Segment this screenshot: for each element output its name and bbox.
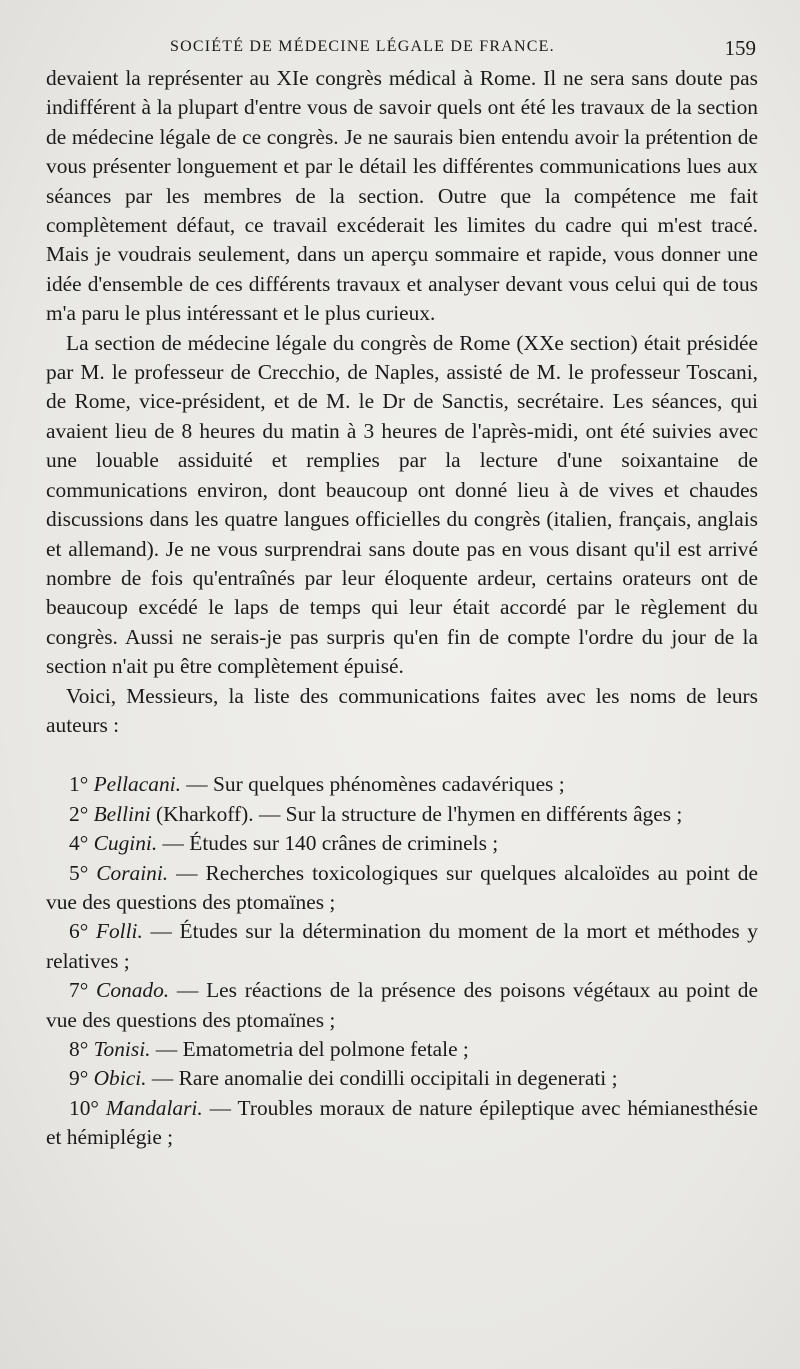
list-item (46, 917, 758, 976)
paragraph: La section de médecine légale du congrès de Rome (XXe section) était présidée par M. le professeur de Crecchio, de Naples, assisté de M. le professeur Toscani, de Rome, vice-président, et de M. le Dr de Sanctis, secrétaire. Les séances, qui avaient lieu de 8 heures du matin à 3 heures de l'après-midi, ont été suivies avec une louable assiduité et remplies par la lecture d'une soixantaine de communications environ, dont beaucoup ont donné lieu à de vives et chaudes discussions dans les quatre langues officielles du congrès (italien, français, anglais et allemand). Je ne vous surprendrai sans doute pas en vous disant qu'il est arrivé nombre de fois qu'entraînés par leur éloquente ardeur, certains orateurs ont de beaucoup excédé le laps de temps qui leur était accordé par le règlement du congrès. Aussi ne serais-je pas surpris qu'en fin de compte l'ordre du jour de la section n'ait pu être complètement épuisé. (46, 330, 758, 679)
paragraph: devaient la représenter au XIe congrès médical à Rome. Il ne sera sans doute pas indifférent à la plupart d'entre vous de savoir quels ont été les travaux de la section de médecine légale de ce congrès. Je ne saurais bien entendu avoir la prétention de vous présenter longuement et par le détail les différentes communications lues aux séances par les membres de la section. Outre que la compétence me fait complètement défaut, ce travail excéderait les limites du cadre qui m'est tracé. Mais je voudrais seulement, dans un aperçu sommaire et rapide, vous donner une idée d'ensemble de ces différents travaux et analyser devant vous celui qui de tous m'a paru le plus intéressant et le plus curieux. (46, 66, 758, 326)
item-number: 4° (69, 831, 89, 856)
paragraph: Voici, Messieurs, la liste des communications faites avec les noms de leurs auteurs : (46, 683, 758, 737)
item-text: — Sur quelques phénomènes cadavériques ; (180, 772, 565, 797)
list-item (46, 976, 758, 1035)
running-head (46, 30, 758, 64)
item-author: Conado. (96, 978, 170, 1003)
item-author: Coraini. (96, 860, 169, 885)
list-item (46, 800, 758, 829)
item-text: — Troubles moraux de nature épileptique avec hémianesthésie et hémiplégie ; (46, 1095, 758, 1150)
item-text: — Rare anomalie dei condilli occipitali in degenerati ; (146, 1066, 618, 1091)
section-gap (46, 740, 758, 770)
communications-list (46, 770, 758, 1152)
item-number: 1° (69, 772, 89, 797)
list-item (46, 1064, 758, 1093)
item-number: 6° (69, 919, 89, 944)
list-item (46, 770, 758, 799)
item-number: 7° (69, 978, 89, 1003)
list-item (46, 1094, 758, 1153)
item-author: Mandalari. (105, 1095, 203, 1120)
item-text: — Les réactions de la présence des poisons végétaux au point de vue des questions des ptomaïnes ; (46, 978, 758, 1032)
item-number: 5° (69, 860, 89, 885)
item-text: — Recherches toxicologiques sur quelques alcaloïdes au point de vue des questions des ptomaïnes ; (46, 860, 758, 914)
item-number: 9° (69, 1066, 89, 1091)
item-author: Obici. (93, 1066, 147, 1091)
body-text (46, 64, 758, 740)
item-text: — Études sur la détermination du moment de la mort et méthodes y relatives ; (46, 919, 758, 973)
item-author: Tonisi. (93, 1037, 151, 1061)
item-text: (Kharkoff). — Sur la structure de l'hymen en différents âges ; (150, 801, 683, 826)
item-number: 10° (69, 1095, 99, 1120)
list-item (46, 1035, 758, 1064)
list-item (46, 859, 758, 918)
list-item (46, 829, 758, 858)
item-number: 8° (69, 1037, 89, 1061)
item-author: Pellacani. (93, 772, 181, 797)
item-number: 2° (69, 801, 89, 826)
item-author: Folli. (95, 919, 143, 944)
running-title: SOCIÉTÉ DE MÉDECINE LÉGALE DE FRANCE. (170, 38, 555, 55)
item-text: — Études sur 140 crânes de criminels ; (157, 831, 499, 856)
page-number: 159 (724, 36, 756, 60)
item-text: — Ematometria del polmone fetale ; (150, 1037, 469, 1061)
item-author: Cugini. (93, 831, 158, 856)
item-author: Bellini (93, 801, 151, 826)
